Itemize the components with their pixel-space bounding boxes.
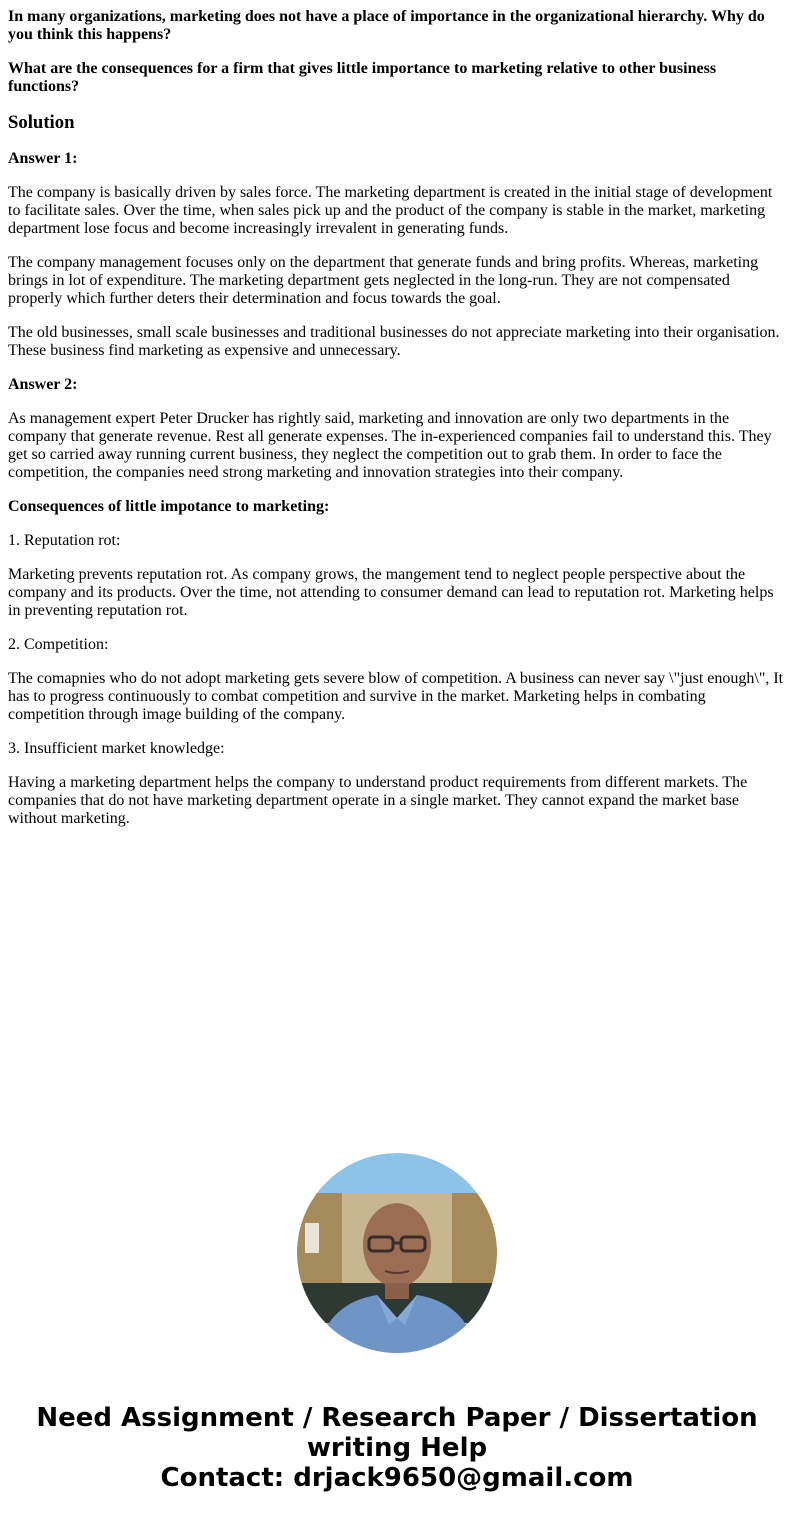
footer-contact: Contact: drjack9650@gmail.com xyxy=(160,1463,634,1493)
solution-heading: Solution xyxy=(8,112,75,133)
author-portrait-image xyxy=(297,1153,497,1353)
consequence-1-title: 1. Reputation rot: xyxy=(8,532,121,549)
footer-line-1: Need Assignment / Research Paper / Dissertation xyxy=(36,1403,758,1433)
promo-footer xyxy=(0,1403,794,1493)
document-body xyxy=(8,8,786,844)
consequence-2-text: The comapnies who do not adopt marketing gets severe blow of competition. A business can never say \"just enough\", It has to progress continuously to combat competition and survive in the market. Marketing helps in combating competition through image building of the company. xyxy=(8,670,784,723)
answer-1-paragraph-2: The company management focuses only on the department that generate funds and bring profits. Whereas, marketing brings in lot of expenditure. The marketing department gets neglected in the long-run. They are not compensated properly which further deters their determination and focus towards the goal. xyxy=(8,254,759,307)
question-1: In many organizations, marketing does not have a place of importance in the organizational hierarchy. Why do you think this happens? xyxy=(8,8,765,43)
consequence-2-title: 2. Competition: xyxy=(8,636,109,653)
answer-1-paragraph-1: The company is basically driven by sales force. The marketing department is created in the initial stage of development to facilitate sales. Over the time, when sales pick up and the product of the company is stable in the market, marketing department lose focus and become increasingly irrevalent in generating funds. xyxy=(8,184,773,237)
consequences-heading: Consequences of little impotance to marketing: xyxy=(8,498,330,515)
answer-2-paragraph: As management expert Peter Drucker has rightly said, marketing and innovation are only two departments in the company that generate revenue. Rest all generate expenses. The in-experienced companies fail to understand this. They get so carried away running current business, they neglect the competition out to grab them. In order to face the competition, the companies need strong marketing and innovation strategies into their company. xyxy=(8,410,772,481)
consequence-3-text: Having a marketing department helps the company to understand product requirements from different markets. The companies that do not have marketing department operate in a single market. They cannot expand the market base without marketing. xyxy=(8,774,748,827)
footer-line-2: writing Help xyxy=(306,1433,488,1463)
consequence-1-text: Marketing prevents reputation rot. As company grows, the mangement tend to neglect people perspective about the company and its products. Over the time, not attending to consumer demand can lead to reputation rot. Marketing helps in preventing reputation rot. xyxy=(8,566,774,619)
answer-2-label: Answer 2: xyxy=(8,376,78,393)
consequence-3-title: 3. Insufficient market knowledge: xyxy=(8,740,225,757)
answer-1-paragraph-3: The old businesses, small scale businesses and traditional businesses do not appreciate marketing into their organisation. These business find marketing as expensive and unnecessary. xyxy=(8,324,780,359)
answer-1-label: Answer 1: xyxy=(8,150,78,167)
question-2: What are the consequences for a firm that gives little importance to marketing relative to other business functions? xyxy=(8,60,717,95)
author-avatar xyxy=(297,1153,497,1353)
